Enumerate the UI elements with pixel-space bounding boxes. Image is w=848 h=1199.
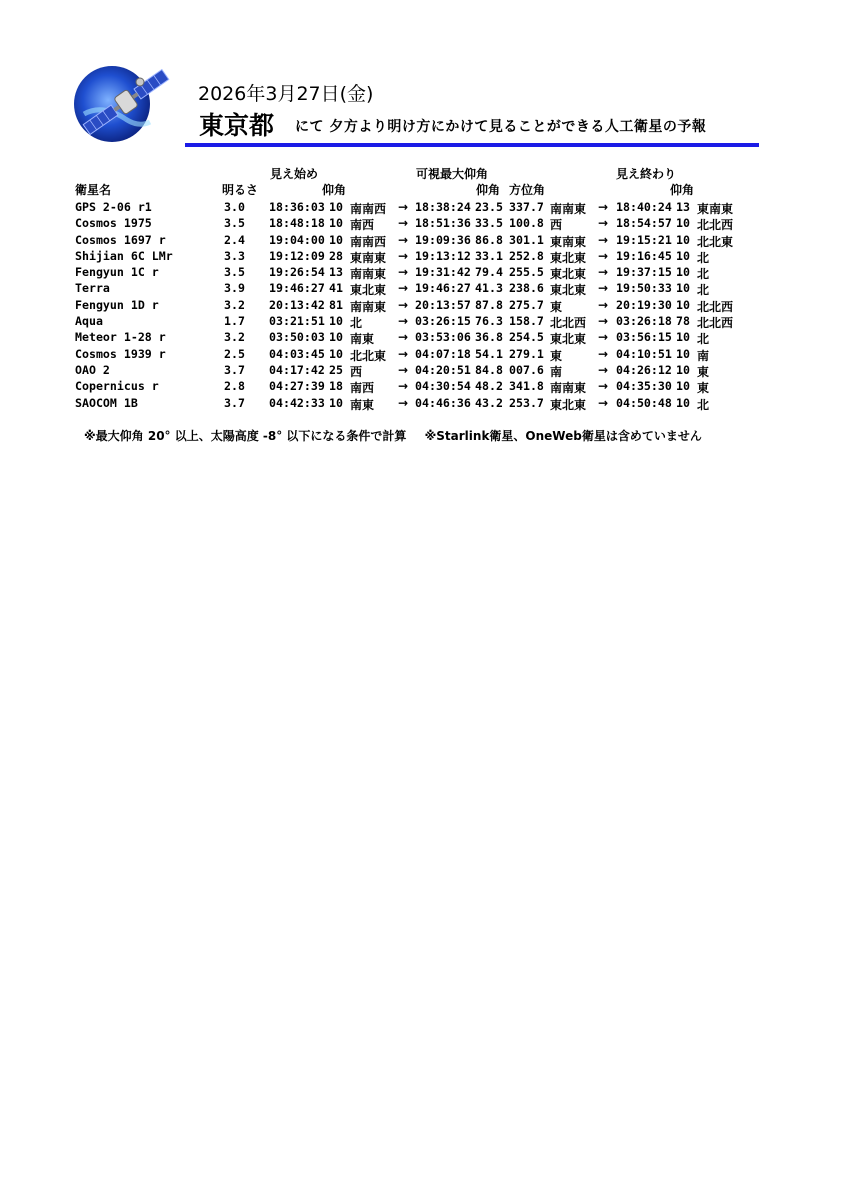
max-azimuth: 301.1 <box>509 232 544 247</box>
magnitude: 2.8 <box>224 379 245 394</box>
max-time: 03:26:15 <box>415 314 471 329</box>
start-time: 04:42:33 <box>269 395 325 410</box>
magnitude: 2.4 <box>224 232 245 247</box>
satellite-logo <box>72 52 180 152</box>
max-elevation: 86.8 <box>475 232 503 247</box>
end-direction: 東南東 <box>697 202 734 216</box>
end-direction: 北 <box>697 332 710 347</box>
start-direction: 東南東 <box>350 250 387 265</box>
start-direction: 南南東 <box>350 267 387 282</box>
start-elevation: 13 <box>329 265 343 280</box>
end-direction: 南 <box>697 348 710 363</box>
forecast-date: 2026年3月27日(金) <box>198 83 374 105</box>
arrow-2: → <box>598 314 609 329</box>
max-elevation: 41.3 <box>475 281 503 296</box>
satellite-name: Shijian 6C LMr <box>75 248 173 263</box>
header-start-group: 見え始め <box>270 167 319 181</box>
max-elevation: 33.5 <box>475 216 503 231</box>
max-elevation: 84.8 <box>475 362 503 377</box>
arrow-1: → <box>398 232 409 247</box>
satellite-name: Aqua <box>75 314 103 329</box>
max-azimuth: 255.5 <box>509 265 544 280</box>
max-elevation: 76.3 <box>475 314 503 329</box>
max-time: 18:51:36 <box>415 216 471 231</box>
header-azimuth: 方位角 <box>509 183 546 197</box>
max-direction: 東南東 <box>550 234 587 249</box>
start-time: 19:26:54 <box>269 265 325 280</box>
max-elevation: 33.1 <box>475 248 503 263</box>
start-elevation: 41 <box>329 281 343 296</box>
satellite-name: Cosmos 1939 r <box>75 346 166 361</box>
end-time: 18:54:57 <box>616 216 672 231</box>
arrow-1: → <box>398 314 409 329</box>
arrow-1: → <box>398 216 409 231</box>
max-azimuth: 341.8 <box>509 379 544 394</box>
start-elevation: 10 <box>329 330 343 345</box>
footnote-exclusion: ※Starlink衛星、OneWeb衛星は含めていません <box>424 429 702 443</box>
start-elevation: 10 <box>329 232 343 247</box>
satellite-name: OAO 2 <box>75 362 110 377</box>
max-time: 19:09:36 <box>415 232 471 247</box>
max-azimuth: 254.5 <box>509 330 544 345</box>
start-direction: 南東 <box>350 332 375 347</box>
arrow-2: → <box>598 232 609 247</box>
arrow-2: → <box>598 265 609 280</box>
end-time: 04:35:30 <box>616 379 672 394</box>
arrow-1: → <box>398 362 409 377</box>
page-subtitle: にて 夕方より明け方にかけて見ることができる人工衛星の予報 <box>295 119 707 135</box>
end-elevation: 10 <box>676 362 690 377</box>
max-direction: 西 <box>550 218 563 233</box>
end-direction: 北 <box>697 267 710 282</box>
end-time: 04:10:51 <box>616 346 672 361</box>
max-azimuth: 238.6 <box>509 281 544 296</box>
header-magnitude: 明るさ <box>222 183 259 197</box>
arrow-2: → <box>598 379 609 394</box>
footnote-condition: ※最大仰角 20° 以上、太陽高度 -8° 以下になる条件で計算 <box>84 429 407 443</box>
satellite-name: Meteor 1-28 r <box>75 330 166 345</box>
max-azimuth: 275.7 <box>509 297 544 312</box>
max-elevation: 79.4 <box>475 265 503 280</box>
max-direction: 東北東 <box>550 332 587 347</box>
max-elevation: 36.8 <box>475 330 503 345</box>
end-direction: 東 <box>697 381 710 396</box>
header-max-elevation: 仰角 <box>476 183 501 197</box>
start-time: 18:48:18 <box>269 216 325 231</box>
end-direction: 北 <box>697 397 710 412</box>
start-time: 04:27:39 <box>269 379 325 394</box>
start-time: 04:03:45 <box>269 346 325 361</box>
max-elevation: 54.1 <box>475 346 503 361</box>
start-elevation: 10 <box>329 200 343 214</box>
satellite-name: Fengyun 1D r <box>75 297 159 312</box>
max-azimuth: 279.1 <box>509 346 544 361</box>
end-time: 18:40:24 <box>616 200 672 214</box>
start-elevation: 18 <box>329 379 343 394</box>
end-elevation: 10 <box>676 395 690 410</box>
end-time: 04:50:48 <box>616 395 672 410</box>
max-time: 19:13:12 <box>415 248 471 263</box>
max-azimuth: 252.8 <box>509 248 544 263</box>
max-direction: 東北東 <box>550 250 587 265</box>
end-direction: 北北西 <box>697 316 734 331</box>
end-time: 20:19:30 <box>616 297 672 312</box>
start-time: 04:17:42 <box>269 362 325 377</box>
arrow-2: → <box>598 362 609 377</box>
max-direction: 南南東 <box>550 381 587 396</box>
end-elevation: 13 <box>676 200 690 214</box>
max-direction: 東北東 <box>550 267 587 282</box>
arrow-1: → <box>398 346 409 361</box>
start-elevation: 10 <box>329 346 343 361</box>
satellite-name: Copernicus r <box>75 379 159 394</box>
start-direction: 南南東 <box>350 299 387 314</box>
header-end-elevation: 仰角 <box>670 183 695 197</box>
end-elevation: 10 <box>676 265 690 280</box>
max-direction: 南南東 <box>550 202 587 216</box>
start-elevation: 25 <box>329 362 343 377</box>
magnitude: 3.2 <box>224 297 245 312</box>
magnitude: 1.7 <box>224 314 245 329</box>
max-elevation: 23.5 <box>475 200 503 214</box>
max-elevation: 87.8 <box>475 297 503 312</box>
max-direction: 東 <box>550 299 563 314</box>
start-elevation: 28 <box>329 248 343 263</box>
max-elevation: 43.2 <box>475 395 503 410</box>
arrow-2: → <box>598 297 609 312</box>
end-elevation: 10 <box>676 248 690 263</box>
max-direction: 南 <box>550 364 563 379</box>
arrow-2: → <box>598 248 609 263</box>
end-direction: 北 <box>697 250 710 265</box>
arrow-1: → <box>398 297 409 312</box>
max-time: 19:46:27 <box>415 281 471 296</box>
magnitude: 3.2 <box>224 330 245 345</box>
start-time: 03:21:51 <box>269 314 325 329</box>
start-elevation: 10 <box>329 395 343 410</box>
magnitude: 3.7 <box>224 395 245 410</box>
end-elevation: 10 <box>676 330 690 345</box>
magnitude: 3.9 <box>224 281 245 296</box>
end-direction: 北北西 <box>697 299 734 314</box>
max-azimuth: 253.7 <box>509 395 544 410</box>
footnote <box>84 427 716 444</box>
max-time: 20:13:57 <box>415 297 471 312</box>
arrow-1: → <box>398 330 409 345</box>
start-time: 03:50:03 <box>269 330 325 345</box>
end-elevation: 10 <box>676 297 690 312</box>
magnitude: 3.5 <box>224 216 245 231</box>
end-elevation: 10 <box>676 232 690 247</box>
start-direction: 南南西 <box>350 202 387 216</box>
start-direction: 北 <box>350 316 363 331</box>
max-direction: 東北東 <box>550 397 587 412</box>
start-time: 19:12:09 <box>269 248 325 263</box>
arrow-2: → <box>598 216 609 231</box>
start-direction: 南西 <box>350 218 375 233</box>
end-time: 04:26:12 <box>616 362 672 377</box>
satellite-name: SAOCOM 1B <box>75 395 138 410</box>
magnitude: 3.7 <box>224 362 245 377</box>
arrow-1: → <box>398 248 409 263</box>
start-direction: 南東 <box>350 397 375 412</box>
header-end-group: 見え終わり <box>616 167 677 181</box>
arrow-1: → <box>398 200 409 214</box>
end-elevation: 10 <box>676 216 690 231</box>
end-time: 19:50:33 <box>616 281 672 296</box>
start-direction: 南南西 <box>350 234 387 249</box>
start-elevation: 10 <box>329 314 343 329</box>
header-max-group: 可視最大仰角 <box>416 167 489 181</box>
header-start-elevation: 仰角 <box>322 183 347 197</box>
max-time: 03:53:06 <box>415 330 471 345</box>
arrow-1: → <box>398 281 409 296</box>
max-direction: 東 <box>550 348 563 363</box>
arrow-2: → <box>598 395 609 410</box>
start-time: 20:13:42 <box>269 297 325 312</box>
location-name: 東京都 <box>199 111 275 140</box>
start-time: 19:46:27 <box>269 281 325 296</box>
max-time: 04:30:54 <box>415 379 471 394</box>
max-azimuth: 337.7 <box>509 200 544 214</box>
end-elevation: 78 <box>676 314 690 329</box>
satellite-name: Cosmos 1697 r <box>75 232 166 247</box>
end-elevation: 10 <box>676 346 690 361</box>
max-azimuth: 158.7 <box>509 314 544 329</box>
end-direction: 北北東 <box>697 234 734 249</box>
satellite-name: Terra <box>75 281 110 296</box>
end-time: 19:15:21 <box>616 232 672 247</box>
start-elevation: 10 <box>329 216 343 231</box>
header-name: 衛星名 <box>75 183 112 197</box>
start-direction: 北北東 <box>350 348 387 363</box>
max-direction: 北北西 <box>550 316 587 331</box>
magnitude: 3.3 <box>224 248 245 263</box>
satellite-name: GPS 2-06 r1 <box>75 200 152 214</box>
arrow-2: → <box>598 281 609 296</box>
end-direction: 東 <box>697 364 710 379</box>
start-time: 19:04:00 <box>269 232 325 247</box>
max-time: 04:07:18 <box>415 346 471 361</box>
satellite-name: Cosmos 1975 <box>75 216 152 231</box>
end-elevation: 10 <box>676 379 690 394</box>
max-time: 04:46:36 <box>415 395 471 410</box>
max-direction: 東北東 <box>550 283 587 298</box>
arrow-2: → <box>598 330 609 345</box>
end-time: 03:56:15 <box>616 330 672 345</box>
magnitude: 3.5 <box>224 265 245 280</box>
start-direction: 南西 <box>350 381 375 396</box>
arrow-1: → <box>398 265 409 280</box>
arrow-1: → <box>398 379 409 394</box>
arrow-1: → <box>398 395 409 410</box>
satellite-name: Fengyun 1C r <box>75 265 159 280</box>
arrow-2: → <box>598 200 609 214</box>
arrow-2: → <box>598 346 609 361</box>
magnitude: 3.0 <box>224 200 245 214</box>
max-time: 04:20:51 <box>415 362 471 377</box>
end-time: 03:26:18 <box>616 314 672 329</box>
max-elevation: 48.2 <box>475 379 503 394</box>
end-time: 19:16:45 <box>616 248 672 263</box>
max-azimuth: 100.8 <box>509 216 544 231</box>
start-direction: 東北東 <box>350 283 387 298</box>
end-time: 19:37:15 <box>616 265 672 280</box>
start-time: 18:36:03 <box>269 200 325 214</box>
max-azimuth: 007.6 <box>509 362 544 377</box>
max-time: 18:38:24 <box>415 200 471 214</box>
end-elevation: 10 <box>676 281 690 296</box>
max-time: 19:31:42 <box>415 265 471 280</box>
magnitude: 2.5 <box>224 346 245 361</box>
header-rule <box>185 143 759 147</box>
start-direction: 西 <box>350 364 363 379</box>
start-elevation: 81 <box>329 297 343 312</box>
end-direction: 北北西 <box>697 218 734 233</box>
end-direction: 北 <box>697 283 710 298</box>
